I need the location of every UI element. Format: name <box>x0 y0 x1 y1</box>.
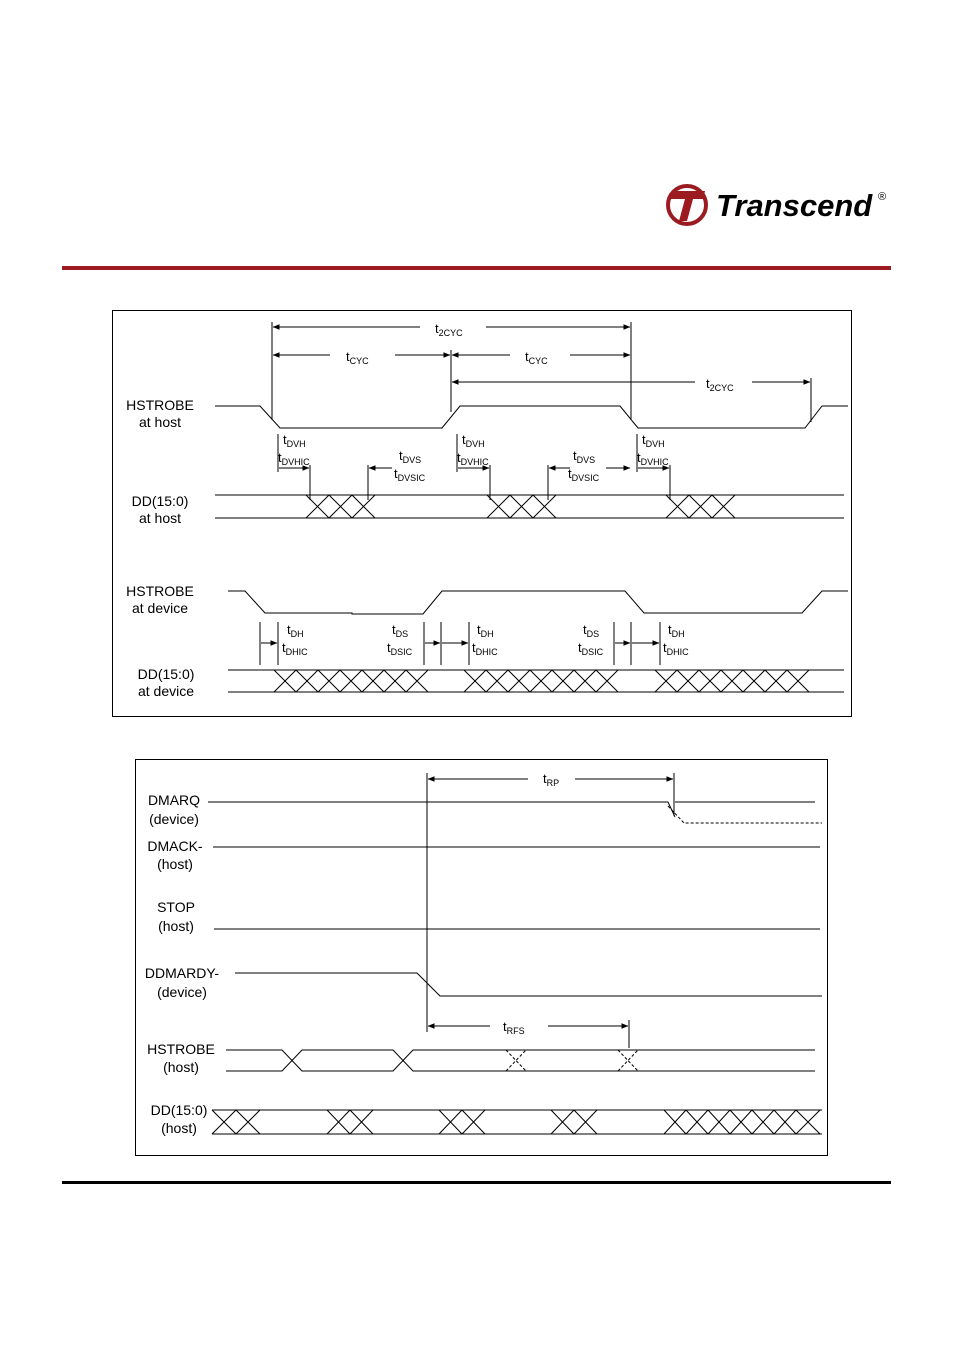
tdvh-label: $t_{DVH}$ <box>283 432 306 449</box>
dmarq-label: DMARQ <box>147 792 201 808</box>
diagram2-signal-labels <box>145 792 219 1136</box>
tdvh-label: $t_{DVH}$ <box>462 432 485 449</box>
dimension-arrows <box>261 327 810 643</box>
stop-label: STOP <box>157 899 195 915</box>
tdvs-label: $t_{DVS}$ <box>399 448 422 465</box>
tds-label: $t_{DS}$ <box>583 622 600 639</box>
dd-host-label: DD(15:0) <box>131 493 189 509</box>
dd-device-bus <box>228 670 844 692</box>
dmarq-waveform <box>208 802 675 817</box>
ddmardy-waveform <box>235 973 822 996</box>
tcyc-label: $t_{CYC}$ <box>525 349 548 366</box>
registered-mark: ® <box>878 191 887 203</box>
ddmardy-label: DDMARDY- <box>144 965 220 981</box>
hstrobe-host-label: HSTROBE <box>126 397 194 413</box>
tdvsic-label: $t_{DVSIC}$ <box>568 466 600 483</box>
trp-label: $t_{RP}$ <box>543 771 560 788</box>
stop-sublabel: (host) <box>158 918 194 934</box>
timing-diagram-dma-termination <box>136 760 828 1156</box>
dd-host-sublabel: at host <box>138 510 182 526</box>
trfs-label: $t_{RFS}$ <box>503 1019 525 1036</box>
tdvsic-label: $t_{DVSIC}$ <box>394 466 426 483</box>
tds-label: $t_{DS}$ <box>392 622 409 639</box>
transcend-t-icon <box>668 186 706 224</box>
dd-sublabel-2: (host) <box>161 1120 197 1136</box>
tdsic-label: $t_{DSIC}$ <box>578 640 604 657</box>
tdvhic-label: $t_{DVHIC}$ <box>637 450 669 467</box>
tdhic-label: $t_{DHIC}$ <box>663 640 689 657</box>
diagram1-timing-labels <box>278 321 734 657</box>
hstrobe-device-waveform <box>228 591 848 614</box>
tdh-label: $t_{DH}$ <box>287 622 304 639</box>
tdhic-label: $t_{DHIC}$ <box>472 640 498 657</box>
diagram2-frame <box>136 760 828 1156</box>
tdsic-label: $t_{DSIC}$ <box>387 640 413 657</box>
dmack-sublabel: (host) <box>157 856 193 872</box>
tdh-label: $t_{DH}$ <box>477 622 494 639</box>
tdvh-label: $t_{DVH}$ <box>642 432 665 449</box>
hstrobe-host-waveform-2 <box>226 1050 815 1071</box>
diagram1-signal-labels <box>126 397 194 699</box>
tcyc-label: $t_{CYC}$ <box>346 349 369 366</box>
hstrobe-host-sublabel: at host <box>138 414 182 430</box>
ddmardy-sublabel: (device) <box>157 984 207 1000</box>
dd-host-bus-2 <box>212 1110 822 1134</box>
tdvs-label: $t_{DVS}$ <box>573 448 596 465</box>
tdhic-label: $t_{DHIC}$ <box>282 640 308 657</box>
dd-host-bus <box>215 495 844 518</box>
dmack-label: DMACK- <box>147 838 203 854</box>
dd-device-sublabel: at device <box>137 683 195 699</box>
hstrobe-device-sublabel: at device <box>131 600 189 616</box>
t2cyc-label: $t_{2CYC}$ <box>706 376 734 393</box>
hstrobe-label-2: HSTROBE <box>147 1041 215 1057</box>
brand-name: Transcend <box>716 188 873 223</box>
brand-logo <box>668 186 886 224</box>
header-divider <box>62 266 891 270</box>
hstrobe-host-waveform <box>215 406 848 428</box>
tdvhic-label: $t_{DVHIC}$ <box>457 450 489 467</box>
dimension-arrows-2 <box>428 779 673 1026</box>
dd-device-label: DD(15:0) <box>137 666 195 682</box>
hstrobe-device-label: HSTROBE <box>126 583 194 599</box>
dd-label-2: DD(15:0) <box>150 1102 208 1118</box>
tdh-label: $t_{DH}$ <box>668 622 685 639</box>
tdvhic-label: $t_{DVHIC}$ <box>278 450 310 467</box>
dmarq-sublabel: (device) <box>149 811 199 827</box>
t2cyc-label: $t_{2CYC}$ <box>435 321 463 338</box>
footer-divider <box>62 1181 891 1184</box>
hstrobe-sublabel-2: (host) <box>163 1059 199 1075</box>
